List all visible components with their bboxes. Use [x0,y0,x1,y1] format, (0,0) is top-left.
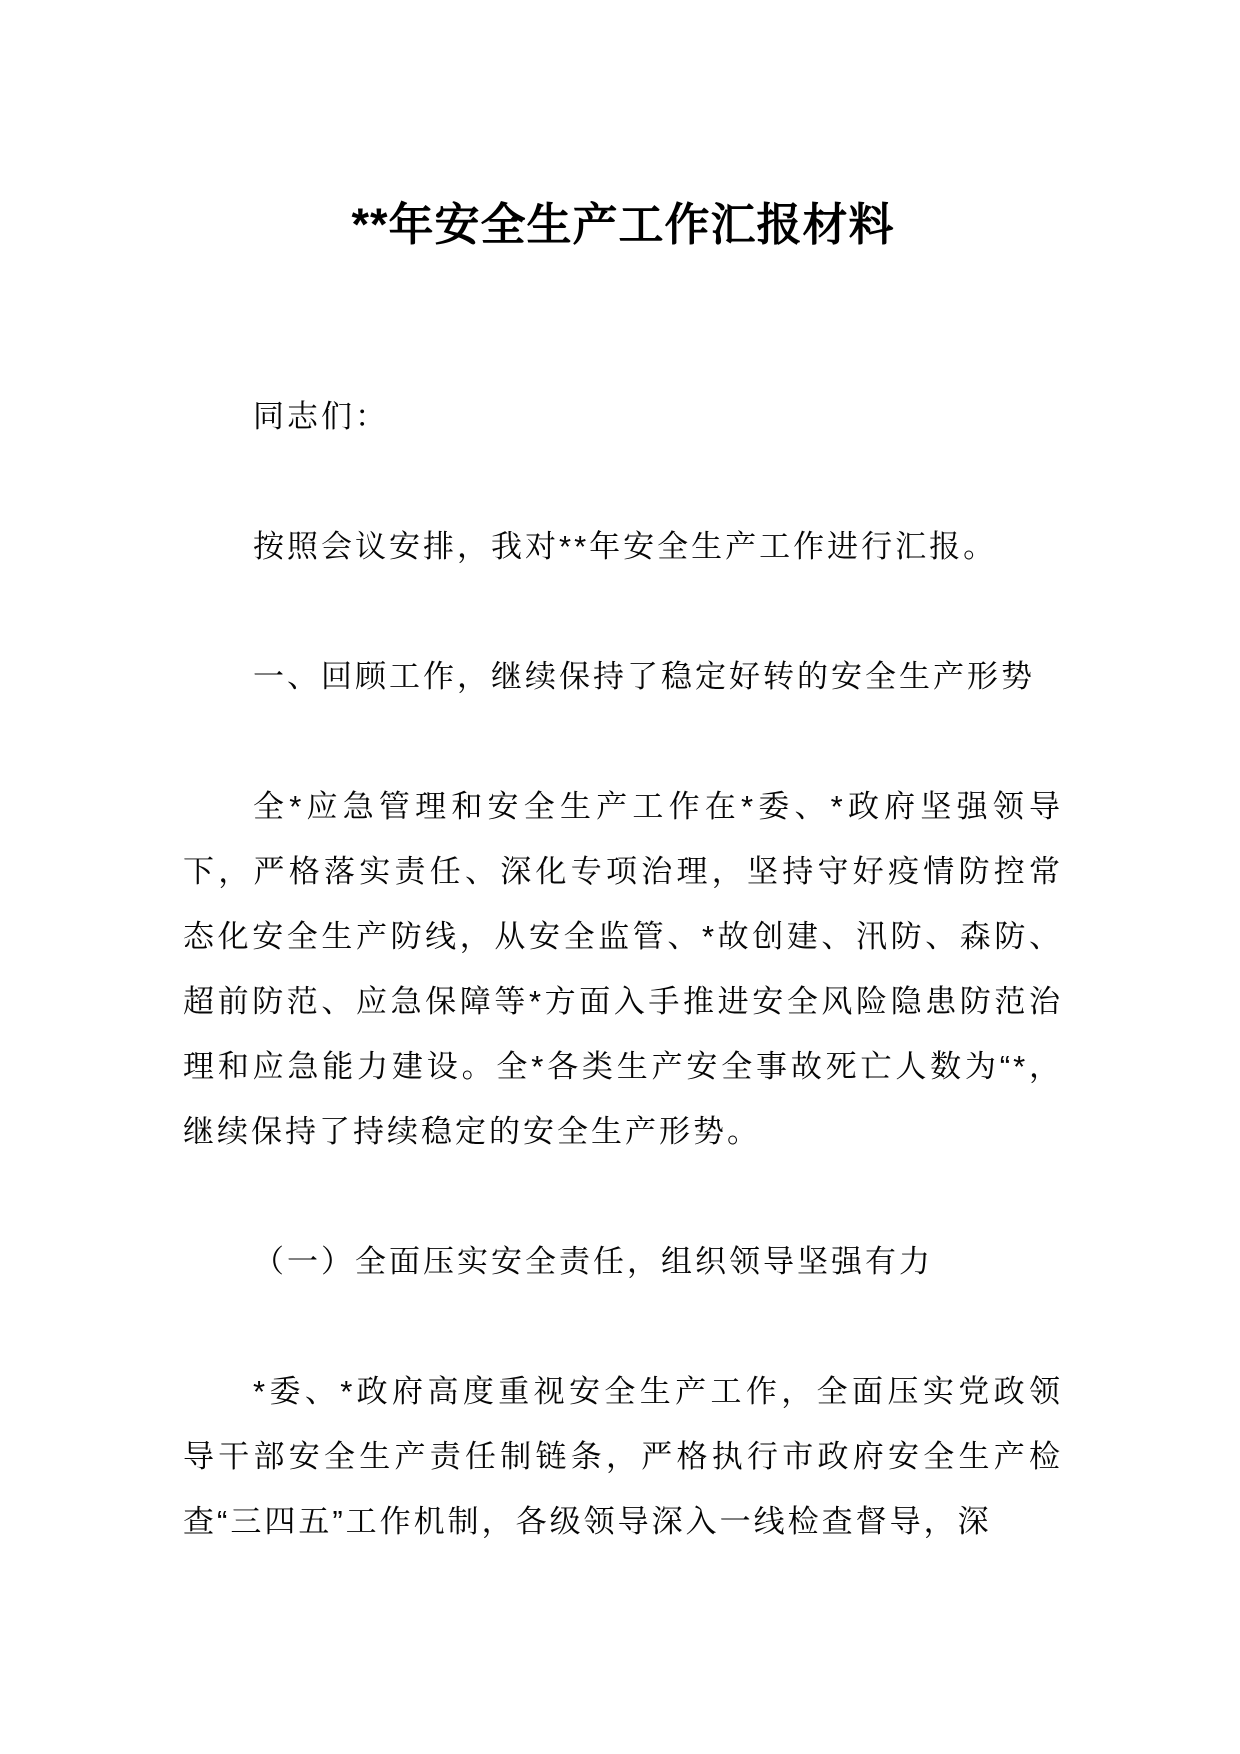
paragraph: 按照会议安排，我对**年安全生产工作进行汇报。 [253,529,998,564]
paragraph: *委、*政府高度重视安全生产工作，全面压实党政领导干部安全生产责任制链条，严格执行市政府安全生产检查“三四五”工作机制，各级领导深入一线检查督导，深 [183,1374,1063,1539]
paragraph: 全*应急管理和安全生产工作在*委、*政府坚强领导下，严格落实责任、深化专项治理，坚持守好疫情防控常态化安全生产防线，从安全监管、*故创建、汛防、森防、超前防范、应急保障等*方面入手推进安全风险隐患防范治理和应急能力建设。全*各类生产安全事故死亡人数为“*，继续保持了持续稳定的安全生产形势。 [183,789,1063,1149]
document-title: **年安全生产工作汇报材料 [351,199,895,250]
document-body [183,384,1063,1554]
section-heading: （一）全面压实安全责任，组织领导坚强有力 [253,1244,933,1279]
salutation: 同志们： [253,399,389,434]
section-heading: 一、回顾工作，继续保持了稳定好转的安全生产形势 [253,659,1035,694]
